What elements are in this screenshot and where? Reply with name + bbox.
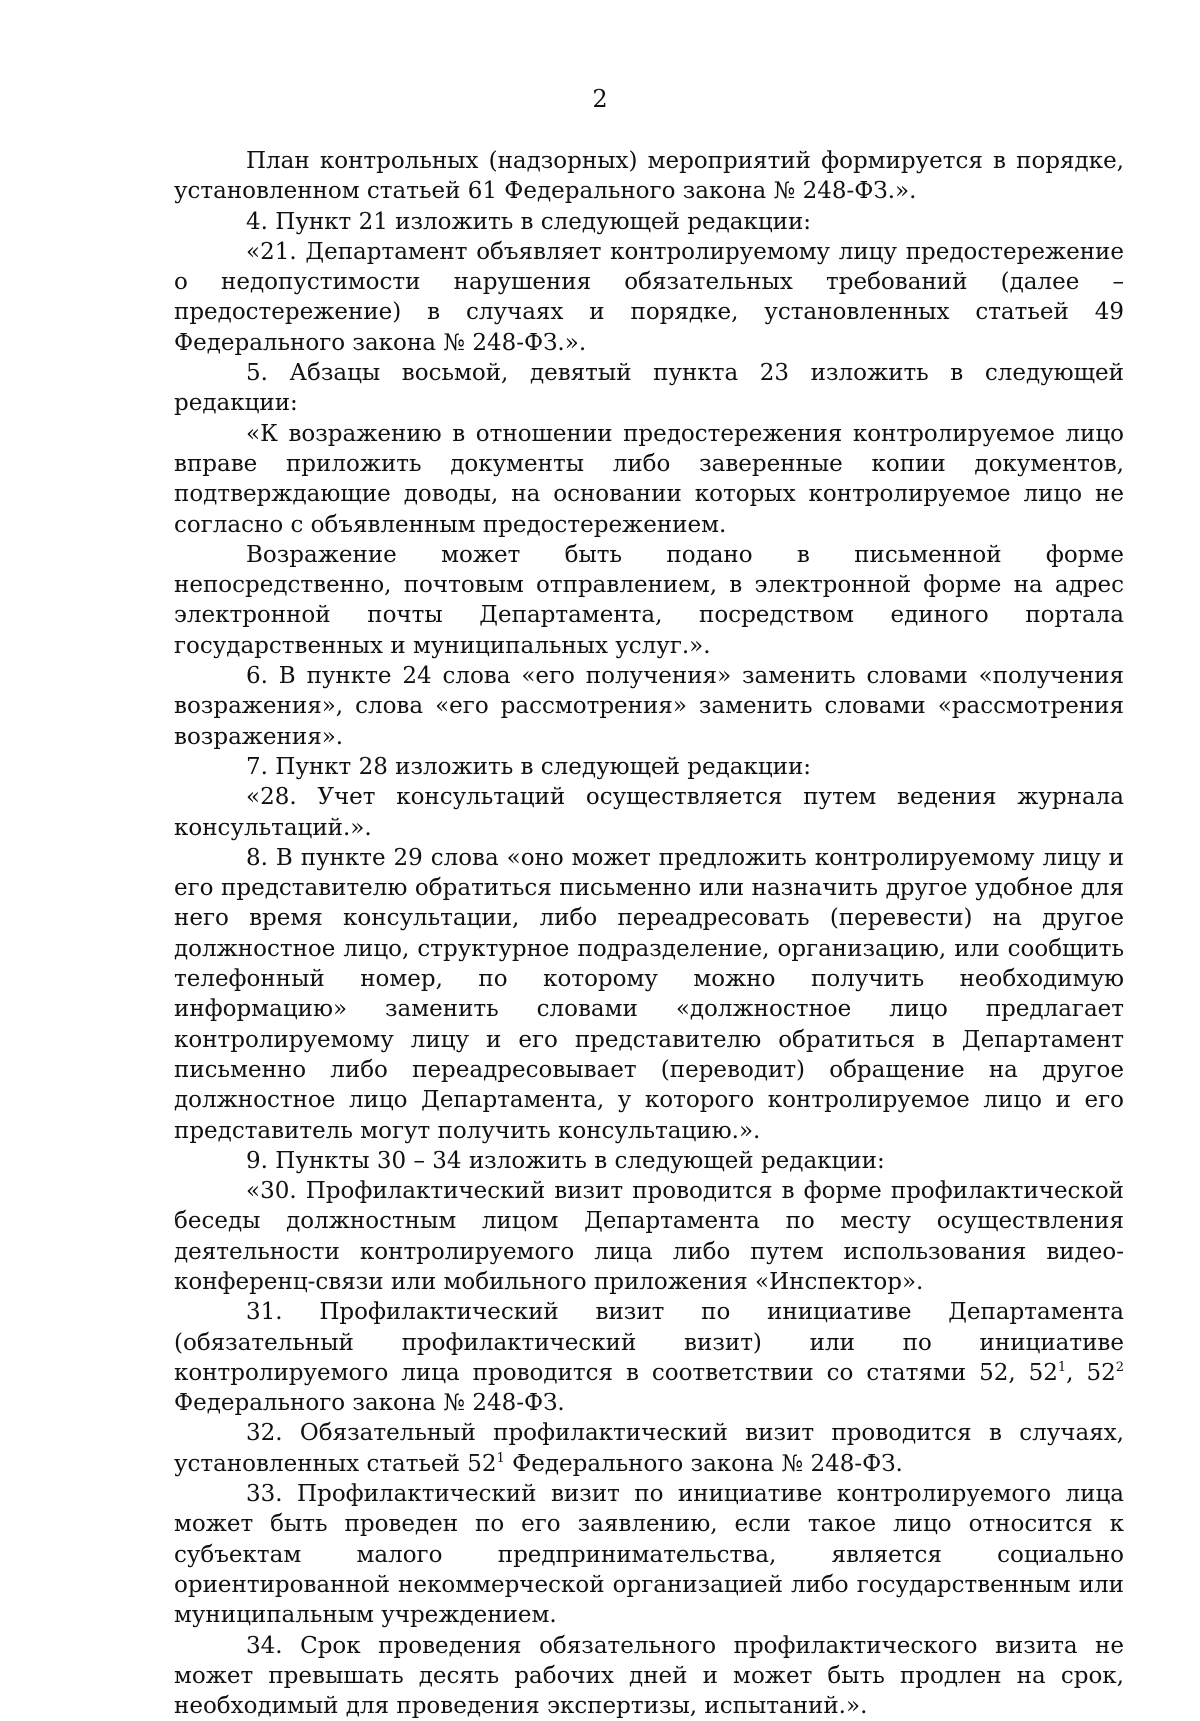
paragraph-text: 31. Профилактический визит по инициативе Департамента (обязательный профилактический визит) или по инициативе контролируемого лица проводится в соответствии со статями 52, 52 <box>174 1299 1124 1386</box>
paragraph <box>174 1297 1124 1418</box>
paragraph-text: 5. Абзацы восьмой, девятый пункта 23 изложить в следующей редакции: <box>174 360 1124 417</box>
paragraph-text: Федерального закона № 248-ФЗ. <box>504 1450 903 1477</box>
paragraph <box>174 358 1124 419</box>
paragraph-text: 8. В пункте 29 слова «оно может предложить контролируемому лицу и его представителю обратиться письменно или назначить другое удобное для него время консультации, либо переадресовать (перевести) на другое должностное лицо, структурное подразделение, организацию, или сообщить телефонный номер, по которому можно получить необходимую информацию» заменить словами «должностное лицо предлагает контролируемому лицу и его представителю обратиться в Департамент письменно либо переадресовывает (переводит) обращение на другое должностное лицо Департамента, у которого контролируемое лицо и его представитель могут получить консультацию.». <box>174 844 1124 1144</box>
paragraph <box>174 661 1124 752</box>
paragraph-text: «30. Профилактический визит проводится в форме профилактической беседы должностным лицом Департамента по месту осуществления деятельности контролируемого лица либо путем использования видео-конференц-связи или мобильного приложения «Инспектор». <box>174 1178 1124 1295</box>
paragraph-text: План контрольных (надзорных) мероприятий формируется в порядке, установленном статьей 61 Федерального закона № 248-ФЗ.». <box>174 148 1124 205</box>
paragraph <box>174 782 1124 843</box>
paragraph <box>174 1176 1124 1297</box>
paragraph <box>174 419 1124 540</box>
paragraph <box>174 146 1124 207</box>
paragraph-text: Федерального закона № 248-ФЗ. <box>174 1390 565 1417</box>
superscript: 1 <box>496 1450 505 1466</box>
paragraph-text: 34. Срок проведения обязательного профилактического визита не может превышать десять рабочих дней и может быть продлен на срок, необходимый для проведения экспертизы, испытаний.». <box>174 1632 1124 1720</box>
paragraph-text: 33. Профилактический визит по инициативе контролируемого лица может быть проведен по его заявлению, если такое лицо относится к субъектам малого предпринимательства, является социально ориентированной некоммерческой организацией либо государственным или муниципальным учреждением. <box>174 1481 1124 1629</box>
paragraph-text: 4. Пункт 21 изложить в следующей редакции: <box>246 208 812 235</box>
paragraph <box>174 1479 1124 1630</box>
paragraph-text: Возражение может быть подано в письменной форме непосредственно, почтовым отправлением, в электронной форме на адрес электронной почты Департамента, посредством единого портала государственных и муниципальных услуг.». <box>174 541 1124 659</box>
paragraph-text: 32. Обязательный профилактический визит проводится в случаях, установленных статьей 52 <box>174 1420 1124 1477</box>
paragraph <box>174 540 1124 661</box>
paragraph-text: 9. Пункты 30 – 34 изложить в следующей редакции: <box>246 1147 885 1174</box>
paragraph-text: «К возражению в отношении предостережения контролируемое лицо вправе приложить документы либо заверенные копии документов, подтверждающие доводы, на основании которых контролируемое лицо не согласно с объявленным предостережением. <box>174 420 1124 538</box>
paragraph <box>174 843 1124 1146</box>
paragraph <box>174 207 1124 237</box>
paragraph <box>174 752 1124 782</box>
document-body <box>174 146 1124 1721</box>
paragraph-text: «28. Учет консультаций осуществляется путем ведения журнала консультаций.». <box>174 784 1124 841</box>
page-number: 2 <box>592 85 608 113</box>
paragraph-text: 7. Пункт 28 изложить в следующей редакции: <box>246 753 812 780</box>
paragraph-text: , 52 <box>1066 1359 1116 1386</box>
paragraph-text: «21. Департамент объявляет контролируемому лицу предостережение о недопустимости нарушения обязательных требований (далее – предостережение) в случаях и порядке, установленных статьей 49 Федерального закона № 248-ФЗ.». <box>174 238 1124 356</box>
paragraph-text: 6. В пункте 24 слова «его получения» заменить словами «получения возражения», слова «его рассмотрения» заменить словами «рассмотрения возражения». <box>174 663 1124 750</box>
superscript: 1 <box>1057 1359 1067 1375</box>
paragraph <box>174 1418 1124 1479</box>
paragraph <box>174 1631 1124 1721</box>
superscript: 2 <box>1115 1359 1124 1375</box>
paragraph <box>174 237 1124 358</box>
paragraph <box>174 1146 1124 1176</box>
